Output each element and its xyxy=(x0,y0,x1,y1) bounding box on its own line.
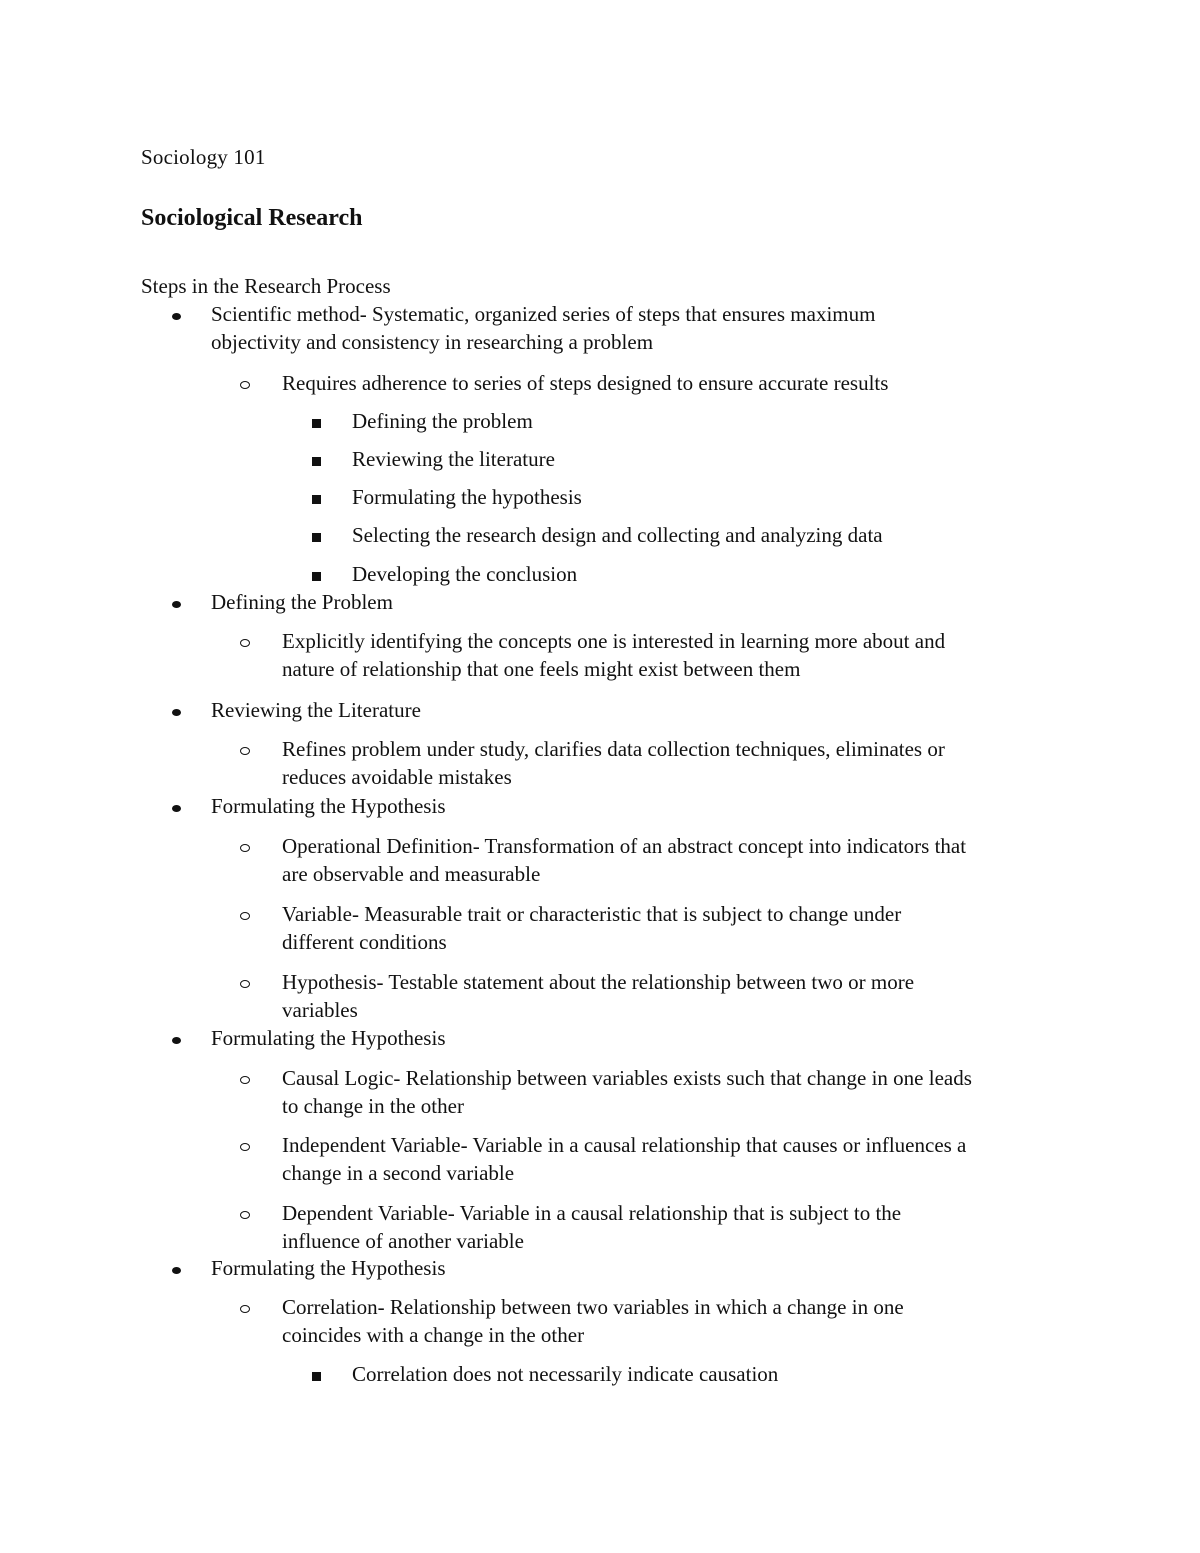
list-item-text: change in a second variable xyxy=(282,1161,515,1185)
hollow-circle-bullet-icon xyxy=(235,1064,255,1092)
list-item-text: are observable and measurable xyxy=(282,862,541,886)
filled-circle-bullet-icon xyxy=(166,1254,186,1282)
list-item-text: Requires adherence to series of steps designed to ensure accurate results xyxy=(282,371,889,395)
square-bullet-icon xyxy=(306,1360,326,1388)
hollow-circle-bullet-icon xyxy=(235,1199,255,1227)
list-item-text: Operational Definition- Transformation of an abstract concept into indicators that xyxy=(282,834,967,858)
list-item-text: Formulating the Hypothesis xyxy=(211,1256,446,1280)
list-item-text: Causal Logic- Relationship between variables exists such that change in one leads xyxy=(282,1066,972,1090)
list-item-text: Formulating the Hypothesis xyxy=(211,794,446,818)
list-item-text: Correlation- Relationship between two variables in which a change in one xyxy=(282,1295,904,1319)
list-item-text: Explicitly identifying the concepts one is interested in learning more about and xyxy=(282,629,946,653)
list-item-text: Refines problem under study, clarifies data collection techniques, eliminates or xyxy=(282,737,945,761)
list-item-text: nature of relationship that one feels might exist between them xyxy=(282,657,801,681)
list-item-text: Defining the problem xyxy=(352,409,533,433)
list-item-text: Defining the Problem xyxy=(211,590,393,614)
list-item-text: objectivity and consistency in researching a problem xyxy=(211,330,654,354)
filled-circle-bullet-icon xyxy=(166,300,186,328)
list-item-text: reduces avoidable mistakes xyxy=(282,765,512,789)
list-item-text: Developing the conclusion xyxy=(352,562,578,586)
filled-circle-bullet-icon xyxy=(166,588,186,616)
square-bullet-icon xyxy=(306,483,326,511)
list-item-text: Independent Variable- Variable in a causal relationship that causes or influences a xyxy=(282,1133,967,1157)
hollow-circle-bullet-icon xyxy=(235,900,255,928)
list-item-text: Scientific method- Systematic, organized series of steps that ensures maximum xyxy=(211,302,876,326)
document-title: Sociological Research xyxy=(141,205,363,231)
list-item-text: coincides with a change in the other xyxy=(282,1323,585,1347)
filled-circle-bullet-icon xyxy=(166,1024,186,1052)
hollow-circle-bullet-icon xyxy=(235,627,255,655)
filled-circle-bullet-icon xyxy=(166,792,186,820)
hollow-circle-bullet-icon xyxy=(235,735,255,763)
filled-circle-bullet-icon xyxy=(166,696,186,724)
list-item-text: Selecting the research design and collecting and analyzing data xyxy=(352,523,883,547)
list-item-text: Dependent Variable- Variable in a causal relationship that is subject to the xyxy=(282,1201,902,1225)
list-item-text: Correlation does not necessarily indicate causation xyxy=(352,1362,779,1386)
hollow-circle-bullet-icon xyxy=(235,968,255,996)
list-item-text: Formulating the hypothesis xyxy=(352,485,582,509)
list-item-text: variables xyxy=(282,998,358,1022)
hollow-circle-bullet-icon xyxy=(235,369,255,397)
list-item-text: Hypothesis- Testable statement about the relationship between two or more xyxy=(282,970,915,994)
list-item-text: Reviewing the Literature xyxy=(211,698,421,722)
course-name: Sociology 101 xyxy=(141,145,266,169)
square-bullet-icon xyxy=(306,445,326,473)
hollow-circle-bullet-icon xyxy=(235,1293,255,1321)
list-item-text: influence of another variable xyxy=(282,1229,524,1253)
list-item-text: to change in the other xyxy=(282,1094,464,1118)
square-bullet-icon xyxy=(306,407,326,435)
section-heading: Steps in the Research Process xyxy=(141,274,391,298)
list-item-text: different conditions xyxy=(282,930,447,954)
list-item-text: Variable- Measurable trait or characteristic that is subject to change under xyxy=(282,902,902,926)
square-bullet-icon xyxy=(306,521,326,549)
hollow-circle-bullet-icon xyxy=(235,832,255,860)
square-bullet-icon xyxy=(306,560,326,588)
list-item-text: Reviewing the literature xyxy=(352,447,555,471)
hollow-circle-bullet-icon xyxy=(235,1131,255,1159)
list-item-text: Formulating the Hypothesis xyxy=(211,1026,446,1050)
